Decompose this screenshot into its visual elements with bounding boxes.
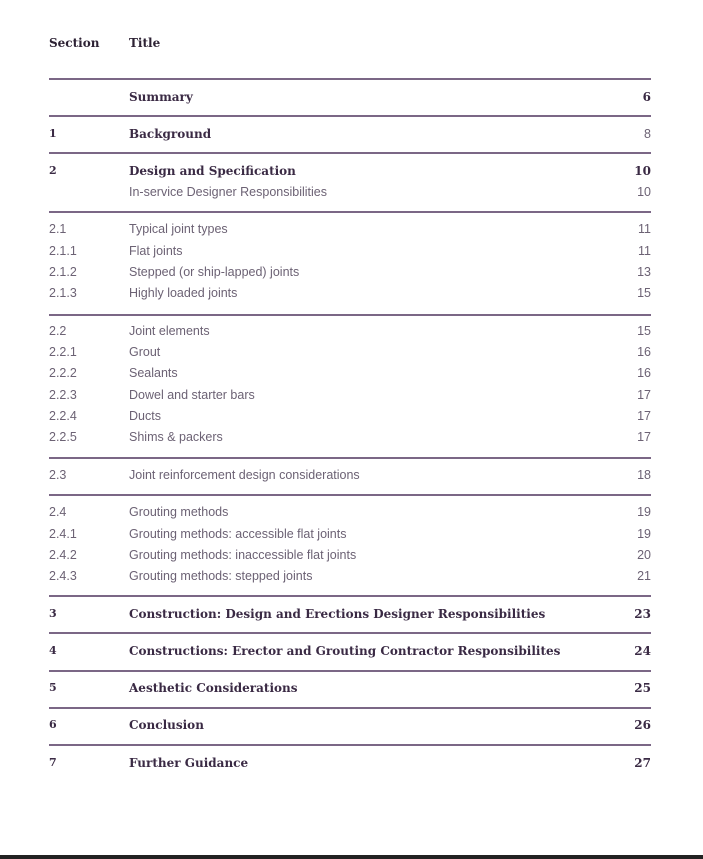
toc-entry-page: 8	[644, 127, 651, 141]
toc-entry-title: Grouting methods: inaccessible flat joints	[129, 548, 357, 562]
toc-entry-title: Grouting methods: stepped joints	[129, 569, 313, 583]
section-divider	[49, 211, 651, 213]
toc-entry[interactable]	[49, 716, 651, 734]
toc-entry-title: Joint elements	[129, 324, 210, 338]
toc-entry[interactable]	[49, 162, 651, 180]
toc-entry-page: 13	[637, 265, 651, 279]
toc-entry-number: 2.2.3	[49, 388, 77, 402]
toc-entry-page: 25	[634, 681, 651, 695]
toc-entry[interactable]	[49, 263, 651, 281]
toc-entry-title: Construction: Design and Erections Designer Responsibilities	[129, 607, 546, 621]
toc-entry[interactable]	[49, 343, 651, 361]
toc-entry[interactable]	[49, 242, 651, 260]
page-bottom-border	[0, 855, 703, 859]
toc-entry-title: Flat joints	[129, 244, 183, 258]
toc-entry-page: 20	[637, 548, 651, 562]
toc-entry-number: 4	[49, 644, 57, 657]
toc-entry-number: 2.2.2	[49, 366, 77, 380]
toc-entry-title: Sealants	[129, 366, 178, 380]
toc-entry-number: 2.1.3	[49, 286, 77, 300]
section-divider	[49, 670, 651, 672]
toc-entry-title: Constructions: Erector and Grouting Contractor Responsibilites	[129, 644, 561, 658]
toc-entry-page: 26	[634, 718, 651, 732]
toc-entry-page: 24	[634, 644, 651, 658]
toc-entry-page: 18	[637, 468, 651, 482]
toc-entry[interactable]	[49, 322, 651, 340]
toc-entry-title: Summary	[129, 90, 193, 104]
toc-entry-page: 17	[637, 430, 651, 444]
toc-entry-number: 2.4	[49, 505, 67, 519]
section-divider	[49, 744, 651, 746]
toc-entry-page: 11	[638, 244, 651, 258]
toc-entry-number: 2.3	[49, 468, 67, 482]
toc-entry-page: 23	[634, 607, 651, 621]
section-divider	[49, 494, 651, 496]
toc-entry-title: Design and Specification	[129, 164, 296, 178]
toc-entry[interactable]	[49, 525, 651, 543]
section-divider	[49, 707, 651, 709]
toc-entry-title: Grouting methods: accessible flat joints	[129, 527, 347, 541]
toc-entry-page: 10	[637, 185, 651, 199]
toc-entry-title: In-service Designer Responsibilities	[129, 185, 327, 199]
toc-entry[interactable]	[49, 428, 651, 446]
toc-entry[interactable]	[49, 605, 651, 623]
toc-entry[interactable]	[49, 88, 651, 106]
toc-entry-page: 17	[637, 409, 651, 423]
toc-entry-title: Typical joint types	[129, 222, 228, 236]
toc-entry[interactable]	[49, 125, 651, 143]
toc-entry-number: 2	[49, 164, 57, 177]
section-divider	[49, 457, 651, 459]
toc-entry-page: 6	[642, 90, 651, 104]
toc-header	[49, 36, 651, 52]
toc-entry-title: Shims & packers	[129, 430, 223, 444]
toc-entry-title: Joint reinforcement design considerations	[129, 468, 360, 482]
toc-entry-number: 2.1.2	[49, 265, 77, 279]
toc-entry-title: Grout	[129, 345, 161, 359]
toc-entry-number: 2.4.3	[49, 569, 77, 583]
toc-entry-number: 2.1.1	[49, 244, 77, 258]
toc-entry-title: Aesthetic Considerations	[129, 681, 298, 695]
toc-entry-title: Grouting methods	[129, 505, 229, 519]
toc-entry-title: Stepped (or ship-lapped) joints	[129, 265, 300, 279]
toc-entry[interactable]	[49, 364, 651, 382]
toc-entry-number: 2.4.1	[49, 527, 77, 541]
toc-entry-title: Dowel and starter bars	[129, 388, 255, 402]
toc-entry-number: 2.2.5	[49, 430, 77, 444]
toc-entry-title: Highly loaded joints	[129, 286, 238, 300]
toc-entry-page: 19	[637, 527, 651, 541]
toc-entry-number: 2.2.4	[49, 409, 77, 423]
toc-entry[interactable]	[49, 546, 651, 564]
toc-entry[interactable]	[49, 284, 651, 302]
toc-entry-page: 15	[637, 324, 651, 338]
toc-entry-page: 19	[637, 505, 651, 519]
toc-entry-page: 16	[637, 345, 651, 359]
toc-entry[interactable]	[49, 567, 651, 585]
toc-entry[interactable]	[49, 642, 651, 660]
toc-entry-title: Conclusion	[129, 718, 204, 732]
toc-entry-page: 27	[634, 756, 651, 770]
toc-entry[interactable]	[49, 503, 651, 521]
toc-entry-number: 7	[49, 756, 57, 769]
toc-entry-page: 10	[634, 164, 651, 178]
toc-entry-title: Background	[129, 127, 212, 141]
toc-entry[interactable]	[49, 679, 651, 697]
section-column-header: Section	[49, 36, 100, 50]
toc-entry[interactable]	[49, 183, 651, 201]
toc-entry-page: 17	[637, 388, 651, 402]
toc-entry[interactable]	[49, 407, 651, 425]
section-divider	[49, 632, 651, 634]
section-divider	[49, 314, 651, 316]
toc-entry-number: 2.2	[49, 324, 67, 338]
toc-entry-title: Ducts	[129, 409, 161, 423]
toc-entry[interactable]	[49, 754, 651, 772]
toc-entry[interactable]	[49, 466, 651, 484]
toc-entry-page: 16	[637, 366, 651, 380]
toc-entry-number: 2.4.2	[49, 548, 77, 562]
toc-entry-title: Further Guidance	[129, 756, 249, 770]
toc-entry-page: 11	[638, 222, 651, 236]
section-divider	[49, 115, 651, 117]
title-column-header: Title	[129, 36, 161, 50]
section-divider	[49, 78, 651, 80]
toc-entry-page: 21	[637, 569, 651, 583]
toc-entry-number: 3	[49, 607, 57, 620]
toc-entry-number: 5	[49, 681, 57, 694]
toc-entry-number: 6	[49, 718, 57, 731]
toc-entry[interactable]	[49, 386, 651, 404]
toc-entry-number: 2.1	[49, 222, 67, 236]
section-divider	[49, 595, 651, 597]
toc-entry[interactable]	[49, 220, 651, 238]
toc-entry-number: 2.2.1	[49, 345, 77, 359]
toc-entry-number: 1	[49, 127, 57, 140]
toc-entry-page: 15	[637, 286, 651, 300]
section-divider	[49, 152, 651, 154]
